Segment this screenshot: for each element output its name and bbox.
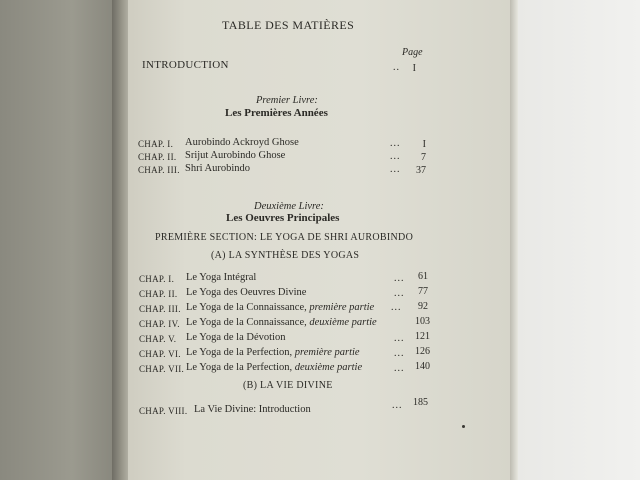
chapter-page: 92	[418, 301, 428, 312]
ink-speck	[462, 425, 465, 428]
introduction-page: I	[412, 63, 416, 74]
chapter-page: I	[422, 139, 426, 150]
section-heading: PREMIÈRE SECTION: LE YOGA DE SHRI AUROBINDO	[155, 232, 414, 243]
introduction-dots: ..	[393, 62, 400, 73]
chapter-number: CHAP. I.	[139, 274, 175, 284]
book1-title: Les Premières Années	[225, 107, 328, 119]
chapter-title: Srijut Aurobindo Ghose	[185, 150, 286, 161]
chapter-title-part: deuxième partie	[294, 362, 363, 373]
chapter-page: 7	[421, 152, 426, 163]
chapter-title-text: Le Yoga de la Perfection,	[186, 362, 295, 373]
toc-title: TABLE DES MATIÈRES	[222, 18, 355, 32]
chapter-page: 37	[416, 165, 426, 176]
chapter-title-text: Le Yoga de la Connaissance,	[186, 302, 310, 313]
chapter-page: 185	[413, 397, 428, 408]
chapter-number: CHAP. IV.	[139, 319, 180, 329]
chapter-number: CHAP. VII.	[139, 364, 185, 374]
chapter-title-part: première partie	[309, 302, 375, 313]
background-surface	[518, 0, 640, 480]
chapter-title	[186, 348, 360, 359]
chapter-number: CHAP. III.	[138, 165, 180, 175]
leader-dots: ...	[394, 348, 405, 359]
chapter-title-text: Le Yoga de la Connaissance,	[186, 317, 310, 328]
leader-dots: ...	[390, 164, 401, 175]
chapter-title-text: Le Yoga de la Perfection,	[186, 347, 295, 358]
part-b-heading: (B) LA VIE DIVINE	[243, 380, 333, 391]
chapter-title: Le Yoga de la Dévotion	[186, 332, 286, 343]
chapter-number: CHAP. VI.	[139, 349, 181, 359]
chapter-title-part: deuxième partie	[309, 317, 377, 328]
chapter-title: Le Yoga Intégral	[186, 272, 257, 283]
part-a-heading: (A) LA SYNTHÈSE DES YOGAS	[211, 250, 360, 261]
chapter-title	[186, 318, 377, 329]
book2-title: Les Oeuvres Principales	[226, 212, 340, 224]
chapter-number: CHAP. VIII.	[139, 406, 188, 416]
chapter-title-part: première partie	[294, 347, 360, 358]
chapter-page: 103	[415, 316, 430, 327]
leader-dots: ...	[394, 333, 405, 344]
page-column-label: Page	[402, 47, 423, 58]
chapter-title: Le Yoga des Oeuvres Divine	[186, 287, 307, 298]
leader-dots: ...	[391, 302, 402, 313]
leader-dots: ...	[392, 400, 403, 411]
chapter-page: 126	[415, 346, 430, 357]
chapter-page: 77	[418, 286, 428, 297]
leader-dots: ...	[394, 288, 405, 299]
chapter-number: CHAP. II.	[139, 289, 178, 299]
chapter-number: CHAP. III.	[139, 304, 181, 314]
chapter-title	[186, 303, 374, 314]
book1-label: Premier Livre:	[256, 95, 318, 106]
book2-label: Deuxième Livre:	[254, 201, 324, 212]
chapter-number: CHAP. I.	[138, 139, 174, 149]
chapter-page: 121	[415, 331, 430, 342]
left-page	[0, 0, 120, 480]
chapter-title: La Vie Divine: Introduction	[194, 404, 311, 415]
chapter-number: CHAP. V.	[139, 334, 177, 344]
leader-dots: ...	[394, 363, 405, 374]
chapter-number: CHAP. II.	[138, 152, 177, 162]
chapter-title: Shri Aurobindo	[185, 163, 251, 174]
leader-dots: ...	[390, 138, 401, 149]
page-edge	[510, 0, 518, 480]
introduction-label: INTRODUCTION	[142, 59, 229, 71]
chapter-title: Aurobindo Ackroyd Ghose	[185, 137, 299, 148]
chapter-page: 61	[418, 271, 428, 282]
leader-dots: ...	[394, 273, 405, 284]
chapter-page: 140	[415, 361, 430, 372]
leader-dots: ...	[390, 151, 401, 162]
chapter-title	[186, 363, 362, 374]
